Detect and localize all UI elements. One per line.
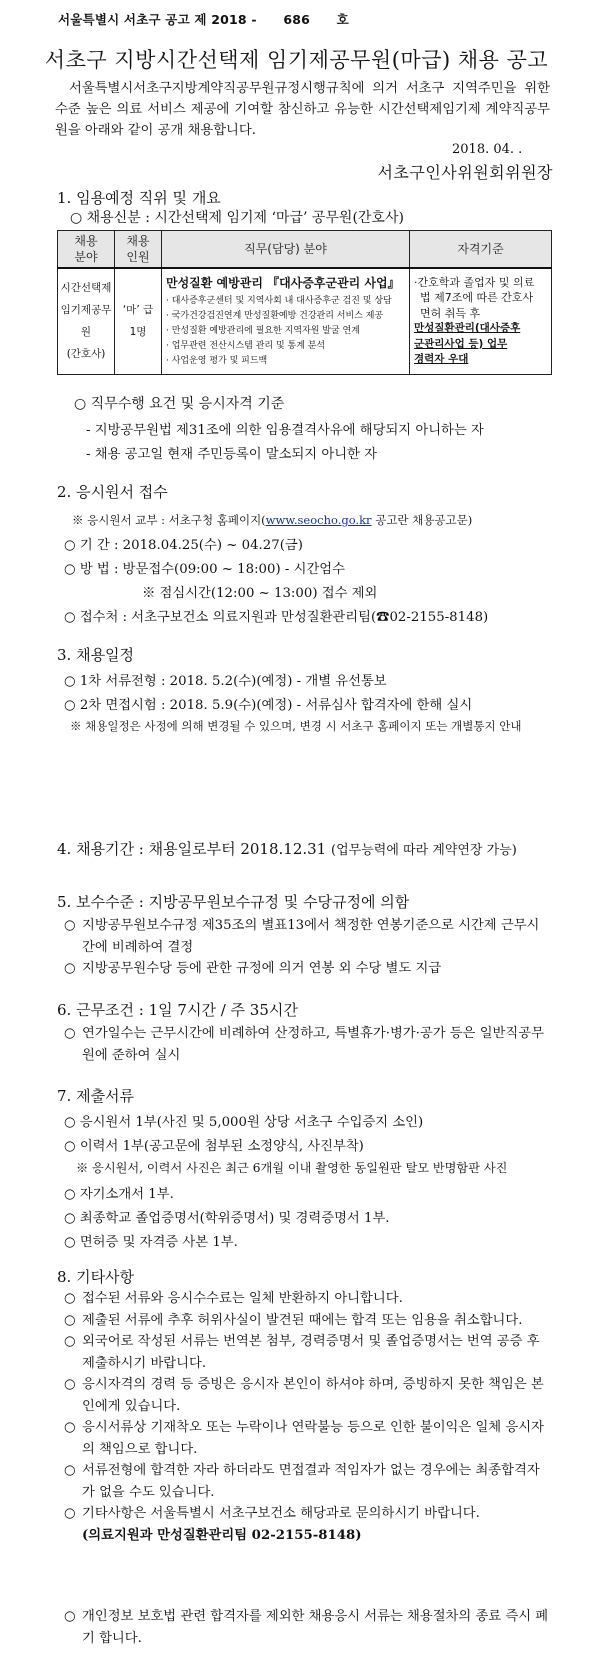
application-period: ○ 기 간 : 2018.04.25(수) ~ 04.27(금) — [64, 538, 303, 553]
grade: ‘마’ 급 — [122, 304, 154, 317]
item-text: 응시서류상 기재착오 또는 누락이나 연락불능 등으로 인한 불이익은 일체 응시자의 책임으로 합니다. — [82, 1420, 544, 1457]
form-distribution-note — [72, 512, 472, 528]
schedule-second: ○ 2차 면접시험 : 2018. 5.9(수)(예정) - 서류심사 합격자에 한해 실시 — [64, 698, 473, 713]
qual-preferred: 경력자 우대 — [414, 353, 469, 366]
qual-line: 법 제7조에 따른 간호사 — [420, 291, 534, 305]
col-header-count-text: 채용 인원 — [126, 234, 150, 264]
doc-item: ○ 자기소개서 1부. — [64, 1187, 174, 1202]
qual-line: 면허 취득 후 — [420, 306, 481, 320]
col-header-field — [58, 231, 115, 269]
cell-count — [115, 268, 162, 374]
qual-line: ·간호학과 졸업자 및 의료 — [414, 275, 535, 289]
field-line-1: 시간선택제 — [60, 282, 112, 295]
list-item: ○ 서류전형에 합격한 자라 하더라도 면접결과 적임자가 없는 경우에는 최종합격자가 없을 수도 있습니다. — [64, 1463, 540, 1500]
item-text: 응시자격의 경력 등 증빙은 응시자 본인이 하셔야 하며, 증빙하지 못한 책임은 본인에게 있습니다. — [82, 1377, 544, 1414]
list-item: ○ 접수된 서류와 응시수수료는 일체 반환하지 아니합니다. — [64, 1291, 403, 1306]
item-text: 지방공무원수당 등에 관한 규정에 의거 연봉 외 수당 별도 지급 — [82, 961, 442, 976]
qual-preferred: 군관리사업 등) 업무 — [414, 337, 508, 350]
list-item: ○ 지방공무원수당 등에 관한 규정에 의거 연봉 외 수당 별도 지급 — [64, 961, 442, 976]
homepage-link[interactable]: www.seocho.go.kr — [265, 513, 372, 527]
list-item: ○ 지방공무원보수규정 제35조의 별표13에서 책정한 연봉기준으로 시간제 근무시간에 비례하여 결정 — [64, 918, 540, 955]
requirement-item: - 채용 공고일 현재 주민등록이 말소되지 아니한 자 — [86, 447, 377, 462]
note-prefix: ※ 응시원서 교부 : 서초구청 홈페이지( — [72, 513, 266, 527]
duty-title: 만성질환 예방관리 『대사증후군관리 사업』 — [166, 276, 400, 291]
section-5-list — [64, 915, 550, 980]
field-line-2: 임기제공무원 — [60, 304, 112, 339]
section-4-aside: (업무능력에 따라 계약연장 가능) — [331, 843, 517, 858]
item-text: 기타사항은 서울특별시 서초구보건소 해당과로 문의하시기 바랍니다. — [82, 1506, 480, 1521]
schedule-first: ○ 1차 서류전형 : 2018. 5.2(수)(예정) - 개별 유선통보 — [64, 674, 387, 689]
cell-qualification — [410, 268, 552, 374]
doc-item: ○ 이력서 1부(공고문에 첨부된 소정양식, 사진부착) — [64, 1139, 364, 1154]
duty-item: · 업무관련 전산시스템 관리 및 통계 분석 — [166, 341, 326, 352]
schedule-note: ※ 채용일정은 사정에 의해 변경될 수 있으며, 변경 시 서초구 홈페이지 또는 개별통지 안내 — [70, 719, 522, 733]
col-header-qual: 자격기준 — [410, 231, 552, 269]
section-1-heading: 1. 임용예정 직위 및 개요 — [57, 189, 221, 207]
requirements-heading: ○ 직무수행 요건 및 응시자격 기준 — [74, 396, 285, 412]
item-text: 접수된 서류와 응시수수료는 일체 반환하지 아니합니다. — [82, 1291, 403, 1306]
requirement-item: - 지방공무원법 제31조에 의한 임용결격사유에 해당되지 아니하는 자 — [86, 423, 484, 438]
list-item: ○ 외국어로 작성된 서류는 번역본 첨부, 경력증명서 및 졸업증명서는 번역 공증 후 제출하시기 바랍니다. — [64, 1334, 540, 1371]
item-text: 서류전형에 합격한 자라 하더라도 면접결과 적임자가 없는 경우에는 최종합격자가 없을 수도 있습니다. — [82, 1463, 540, 1500]
doc-item: ○ 응시원서 1부(사진 및 5,000원 상당 서초구 수입증지 소인) — [64, 1115, 424, 1130]
list-item: ○ 응시자격의 경력 등 증빙은 응시자 본인이 하셔야 하며, 증빙하지 못한 책임은 본인에게 있습니다. — [64, 1377, 544, 1414]
header-number: 686 — [283, 12, 311, 27]
intro-paragraph — [55, 78, 550, 141]
duty-item: · 만성질환 예방관리에 필요한 지역자원 발굴 연계 — [166, 326, 360, 337]
headcount: 1명 — [129, 326, 147, 339]
duty-item: · 사업운영 평가 및 피드백 — [166, 356, 268, 367]
doc-item: ○ 면허증 및 자격증 사본 1부. — [64, 1235, 238, 1250]
section-6-heading: 6. 근무조건 : 1일 7시간 / 주 35시간 — [57, 1001, 298, 1019]
section-5-heading: 5. 보수수준 : 지방공무원보수규정 및 수당규정에 의함 — [57, 893, 410, 911]
section-4-heading — [57, 838, 517, 859]
section-7-heading: 7. 제출서류 — [57, 1087, 135, 1105]
list-item: ○ 기타사항은 서울특별시 서초구보건소 해당과로 문의하시기 바랍니다. — [64, 1506, 480, 1521]
cell-duty — [162, 268, 410, 374]
col-header-duty: 직무(담당) 분야 — [162, 231, 410, 269]
col-header-field-text: 채용 분야 — [74, 234, 98, 264]
item-text: 지방공무원보수규정 제35조의 별표13에서 책정한 연봉기준으로 시간제 근무시간에 비례하여 결정 — [82, 918, 540, 955]
application-place: ○ 접수처 : 서초구보건소 의료지원과 만성질환관리팀(☎02-2155-8148) — [64, 610, 489, 625]
list-item: ○ 연가일수는 근무시간에 비례하여 산정하고, 특별휴가·병가·공가 등은 일반직공무원에 준하여 실시 — [64, 1026, 544, 1063]
application-method: ○ 방 법 : 방문접수(09:00 ~ 18:00) - 시간엄수 — [64, 562, 345, 577]
section-3-heading: 3. 채용일정 — [57, 646, 135, 664]
job-table — [57, 230, 552, 375]
note-suffix: 공고란 채용공고문) — [371, 513, 473, 527]
list-item: ○ 개인정보 보호법 관련 합격자를 제외한 채용응시 서류는 채용절차의 종료 즉시 폐기 합니다. — [64, 1609, 549, 1646]
cell-field — [58, 268, 115, 374]
section-8-heading: 8. 기타사항 — [57, 1268, 135, 1286]
header-suffix: 호 — [336, 12, 349, 27]
list-item: ○ 제출된 서류에 추후 허위사실이 발견된 때에는 합격 또는 임용을 취소합니다. — [64, 1312, 523, 1328]
header-org: 서울특별시 서초구 공고 제 2018 - — [58, 12, 257, 27]
page-title: 서초구 지방시간선택제 임기제공무원(마급) 채용 공고 — [44, 48, 549, 72]
doc-item: ○ 최종학교 졸업증명서(학위증명서) 및 경력증명서 1부. — [64, 1211, 390, 1226]
item-text: 개인정보 보호법 관련 합격자를 제외한 채용응시 서류는 채용절차의 종료 즉시 폐기 합니다. — [82, 1609, 549, 1646]
announcement-date: 2018. 04. . — [452, 142, 523, 157]
contact-line — [64, 1525, 550, 1547]
col-header-count — [115, 231, 162, 269]
signer: 서초구인사위원회위원장 — [377, 163, 553, 182]
list-item: ○ 응시서류상 기재착오 또는 누락이나 연락불능 등으로 인한 불이익은 일체 응시자의 책임으로 합니다. — [64, 1420, 544, 1457]
contact-text: (의료지원과 만성질환관리팀 02-2155-8148) — [82, 1527, 362, 1543]
duty-item: · 국가건강검진연계 만성질환예방 건강관리 서비스 제공 — [166, 311, 384, 322]
qual-preferred: 만성질환관리(대사증후 — [414, 322, 521, 335]
duty-item: · 대사증후군센터 및 지역사회 내 대사증후군 검진 및 상담 — [166, 296, 392, 307]
section-4-title: 4. 채용기간 : 채용일로부터 2018.12.31 — [57, 840, 327, 858]
intro-text: 서울특별시서초구지방계약직공무원규정시행규칙에 의거 서초구 지역주민을 위한 수준 높은 의료 서비스 제공에 기여할 참신하고 유능한 시간선택제임기제 계약직공무원을 아래와 같이 공개 채용합니다. — [55, 81, 550, 138]
position-status: ○ 채용신분 : 시간선택제 임기제 ‘마급’ 공무원(간호사) — [70, 210, 404, 226]
item-text: 제출된 서류에 추후 허위사실이 발견된 때에는 합격 또는 임용을 취소합니다. — [82, 1312, 523, 1328]
field-line-3: (간호사) — [66, 348, 106, 361]
announcement-number — [58, 10, 349, 28]
table-row — [58, 268, 552, 374]
item-text: 연가일수는 근무시간에 비례하여 산정하고, 특별휴가·병가·공가 등은 일반직공무원에 준하여 실시 — [82, 1026, 544, 1063]
privacy-notice — [64, 1606, 550, 1649]
photo-note: ※ 응시원서, 이력서 사진은 최근 6개월 이내 촬영한 동일원판 탈모 반명함판 사진 — [76, 1161, 508, 1175]
section-2-heading: 2. 응시원서 접수 — [57, 483, 168, 501]
section-6-list — [64, 1023, 550, 1066]
section-8-list — [64, 1288, 550, 1546]
lunch-note: ※ 점심시간(12:00 ~ 13:00) 접수 제외 — [142, 586, 378, 601]
item-text: 외국어로 작성된 서류는 번역본 첨부, 경력증명서 및 졸업증명서는 번역 공증 후 제출하시기 바랍니다. — [82, 1334, 540, 1371]
